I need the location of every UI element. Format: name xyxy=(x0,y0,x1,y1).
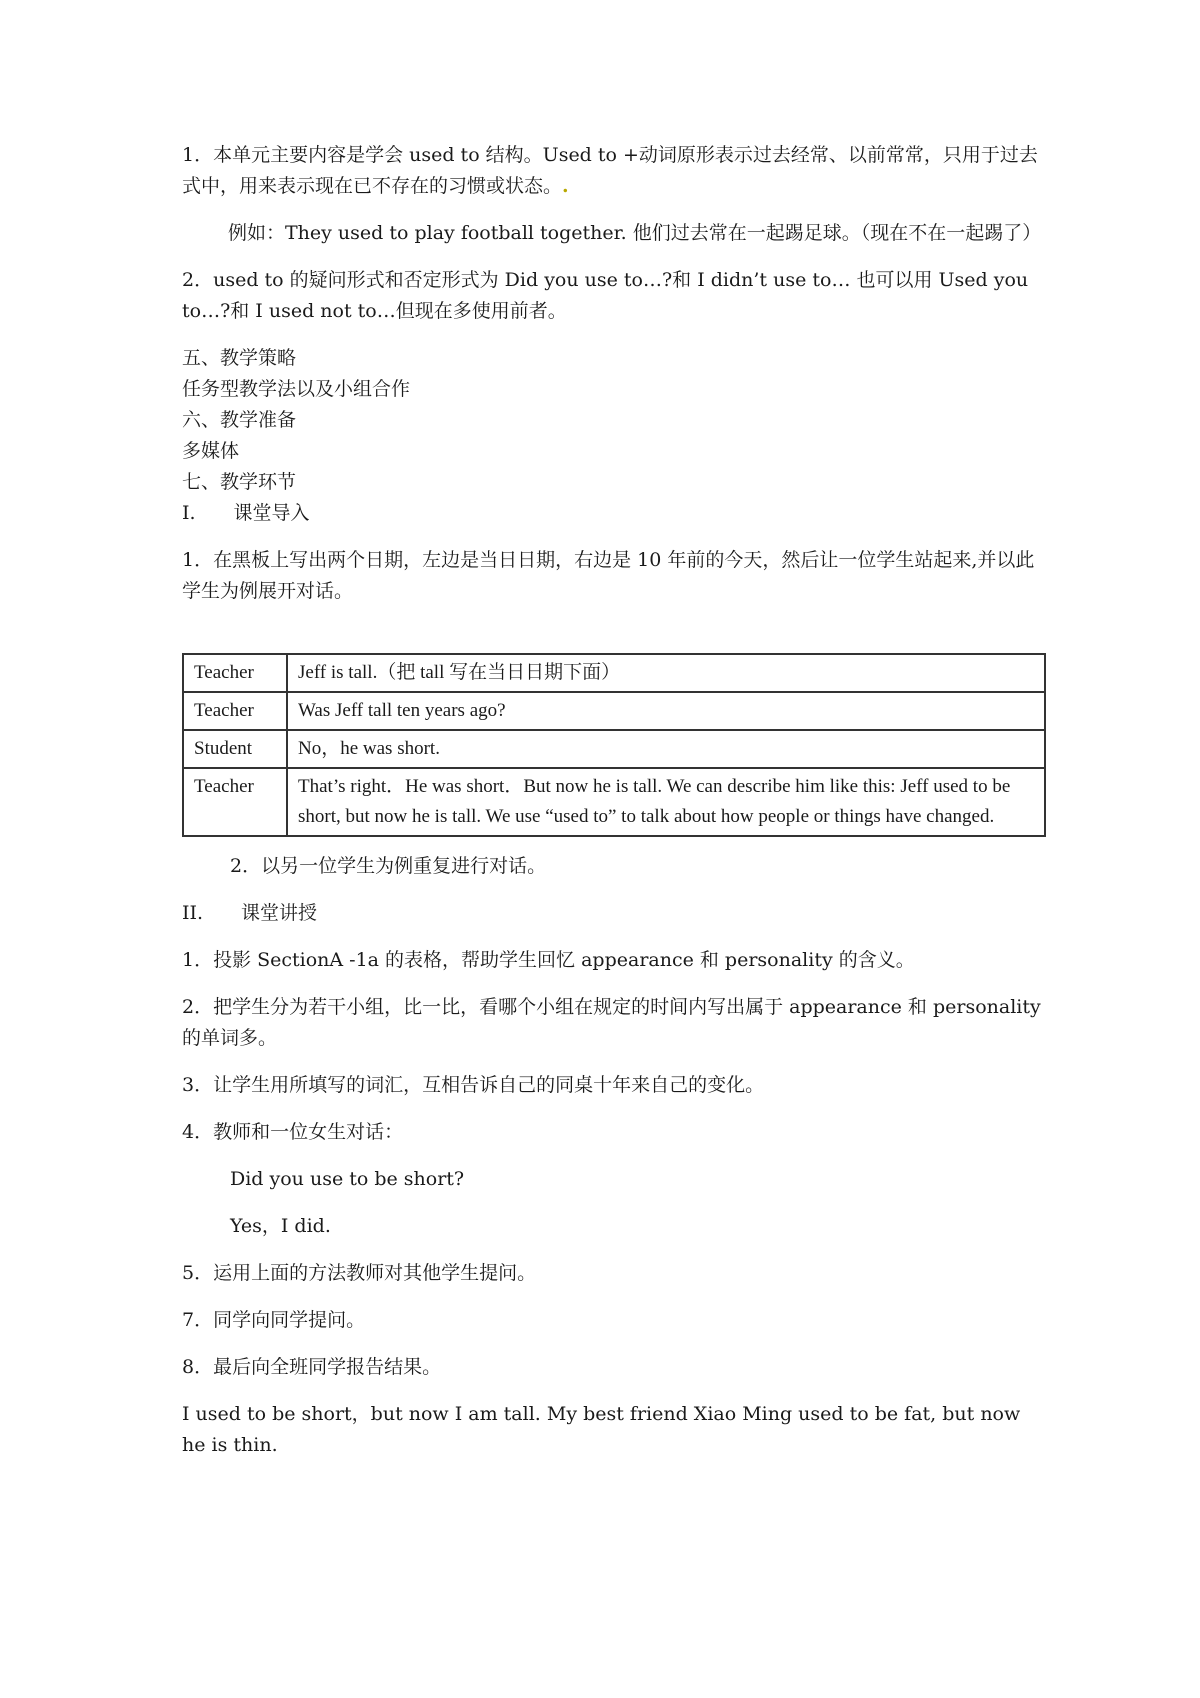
table-row xyxy=(183,730,1045,768)
dialog-answer: Yes，I did. xyxy=(230,1215,331,1237)
text-cell: Jeff is tall.（把 tall 写在当日日期下面） xyxy=(287,654,1045,692)
paragraph-question-form: 2．used to 的疑问形式和否定形式为 Did you use to…?和 I didn’t use to… 也可以用 Used you to…?和 I used not to…但现在多使用前者。 xyxy=(182,269,1029,322)
preparation-body: 多媒体 xyxy=(182,440,240,462)
step1-heading: I. 课堂导入 xyxy=(182,502,310,524)
strategy-body: 任务型教学法以及小组合作 xyxy=(182,378,411,400)
lecture-item-4: 4．教师和一位女生对话： xyxy=(182,1121,404,1143)
lecture-item-3: 3．让学生用所填写的词汇，互相告诉自己的同桌十年来自己的变化。 xyxy=(182,1074,765,1096)
step2-heading: II. 课堂讲授 xyxy=(182,902,318,924)
lecture-item-2: 2．把学生分为若干小组，比一比，看哪个小组在规定的时间内写出属于 appearance 和 personality 的单词多。 xyxy=(182,996,1041,1049)
dialog-table xyxy=(182,653,1046,837)
heading-procedure: 七、教学环节 xyxy=(182,471,297,493)
paragraph-used-to-intro: 1．本单元主要内容是学会 used to 结构。Used to +动词原形表示过去经常、以前常常，只用于过去式中，用来表示现在已不存在的习惯或状态。. xyxy=(182,144,1038,197)
text-cell: That’s right．He was short．But now he is tall. We can describe him like this: Jeff used to be short, but now he is tall. We use “used to” to talk about how people or things have changed. xyxy=(287,768,1045,836)
intro-paragraph: 1．在黑板上写出两个日期，左边是当日日期，右边是 10 年前的今天，然后让一位学生站起来,并以此学生为例展开对话。 xyxy=(182,549,1035,602)
document-page xyxy=(182,140,1042,1477)
text-cell: Was Jeff tall ten years ago? xyxy=(287,692,1045,730)
table-row xyxy=(183,654,1045,692)
role-cell: Student xyxy=(183,730,287,768)
role-cell: Teacher xyxy=(183,692,287,730)
final-report-text: I used to be short，but now I am tall. My best friend Xiao Ming used to be fat, but now he is thin. xyxy=(182,1403,1021,1456)
repeat-dialog-paragraph: 2．以另一位学生为例重复进行对话。 xyxy=(230,855,547,877)
paragraph-example: 例如：They used to play football together. 他们过去常在一起踢足球。（现在不在一起踢了） xyxy=(228,222,1042,244)
text-cell: No，he was short. xyxy=(287,730,1045,768)
lecture-item-7: 7．同学向同学提问。 xyxy=(182,1309,366,1331)
table-row xyxy=(183,768,1045,836)
lecture-item-1: 1．投影 SectionA -1a 的表格，帮助学生回忆 appearance 和 personality 的含义。 xyxy=(182,949,915,971)
table-row xyxy=(183,692,1045,730)
heading-preparation: 六、教学准备 xyxy=(182,409,297,431)
mark: . xyxy=(562,175,569,197)
lecture-item-8: 8．最后向全班同学报告结果。 xyxy=(182,1356,442,1378)
heading-strategy: 五、教学策略 xyxy=(182,347,297,369)
dialog-question: Did you use to be short? xyxy=(230,1168,465,1190)
lecture-item-5: 5．运用上面的方法教师对其他学生提问。 xyxy=(182,1262,537,1284)
role-cell: Teacher xyxy=(183,768,287,836)
role-cell: Teacher xyxy=(183,654,287,692)
